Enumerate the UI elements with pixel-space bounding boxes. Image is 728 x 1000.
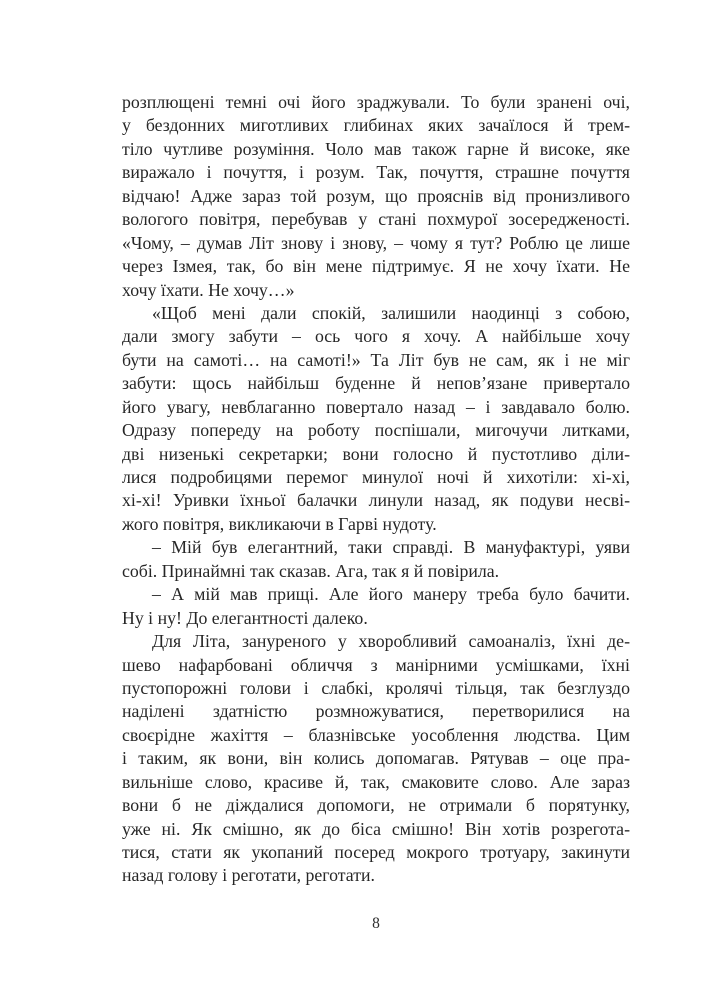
text-line: Для Літа, зануреного у хворобливий самоаналіз, їхні де- bbox=[152, 631, 630, 652]
text-line: і таким, як вони, він колись допомагав. Рятував – оце пра- bbox=[122, 748, 630, 769]
text-line: уже ні. Як смішно, як до біса смішно! Він хотів розрегота- bbox=[122, 818, 630, 839]
text-line: вильніше слово, красиве й, так, смаковите слово. Але зараз bbox=[122, 771, 630, 792]
text-line: Ну і ну! До елегантності далеко. bbox=[122, 607, 368, 628]
text-block bbox=[122, 91, 630, 888]
text-line: забути: щось найбільш буденне й непов’язане привертало bbox=[122, 373, 630, 394]
text-line: відчаю! Адже зараз той розум, що прояснів від пронизливого bbox=[122, 185, 630, 206]
text-line: тіло чутливе розуміння. Чоло мав також гарне й високе, яке bbox=[122, 138, 630, 159]
text-line: шево нафарбовані обличчя з манірними усмішками, їхні bbox=[122, 654, 630, 675]
text-line: лися подробицями перемог минулої ночі й хихотіли: хі-хі, bbox=[122, 467, 630, 487]
text-line: назад голову і реготати, реготати. bbox=[122, 865, 375, 886]
text-line: у бездонних миготливих глибинах яких зачаїлося й трем- bbox=[122, 115, 630, 136]
text-line: собі. Принаймні так сказав. Ага, так я й повірила. bbox=[122, 560, 500, 581]
text-line: його увагу, невблаганно повертало назад – і завдавало болю. bbox=[122, 396, 630, 417]
text-line: хі-хі! Уривки їхньої балачки линули назад, як подуви несві- bbox=[122, 490, 630, 511]
text-line: через Ізмея, так, бо він мене підтримує. Я не хочу їхати. Не bbox=[122, 256, 630, 277]
text-line: дві низенькі секретарки; вони голосно й пустотливо діли- bbox=[122, 443, 630, 464]
text-line: хочу їхати. Не хочу…» bbox=[122, 279, 295, 300]
text-line: дали змогу забути – ось чого я хочу. А найбільше хочу bbox=[122, 326, 630, 347]
text-line: виражало і почуття, і розум. Так, почуття, страшне почуття bbox=[122, 162, 630, 183]
text-line: – А мій мав прищі. Але його манеру треба було бачити. bbox=[152, 584, 630, 605]
text-line: наділені здатністю розмножуватися, перетворилися на bbox=[122, 701, 630, 722]
text-line: бути на самоті… на самоті!» Та Літ був не сам, як і не міг bbox=[122, 349, 630, 370]
text-line: жого повітря, викликаючи в Гарві нудоту. bbox=[122, 513, 437, 534]
text-line: «Чому, – думав Літ знову і знову, – чому я тут? Роблю це лише bbox=[122, 232, 630, 253]
page-number: 8 bbox=[372, 915, 380, 932]
text-line: «Щоб мені дали спокій, залишили наодинці з собою, bbox=[152, 302, 630, 323]
text-line: вони б не діждалися допомоги, не отримали б порятунку, bbox=[122, 795, 630, 816]
text-line: Одразу попереду на роботу поспішали, мигочучи литками, bbox=[122, 420, 630, 441]
text-line: тися, стати як укопаний посеред мокрого тротуару, закинути bbox=[122, 842, 630, 862]
text-line: пустопорожні голови і слабкі, кролячі тільця, так безглуздо bbox=[122, 677, 630, 698]
text-line: розплющені темні очі його зраджували. То були зранені очі, bbox=[122, 92, 630, 112]
text-line: – Мій був елегантний, таки справді. В мануфактурі, уяви bbox=[152, 537, 630, 558]
text-line: вологого повітря, перебував у стані похмурої зосередженості. bbox=[122, 209, 630, 230]
text-line: своєрідне жахіття – блазнівське уособлення людства. Цим bbox=[122, 724, 630, 745]
